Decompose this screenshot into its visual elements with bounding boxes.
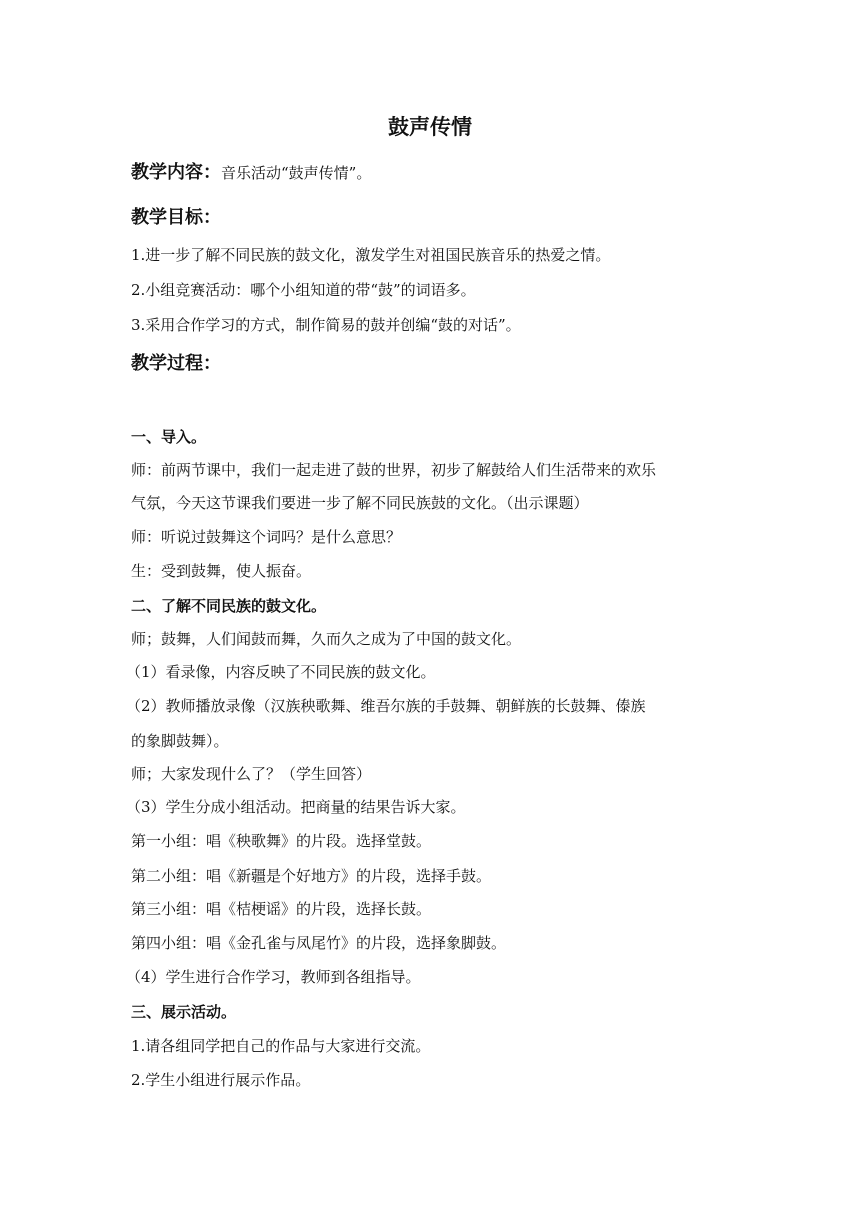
body-line: （1）看录像，内容反映了不同民族的鼓文化。: [126, 663, 436, 681]
body-line: 师：听说过鼓舞这个词吗？是什么意思？: [131, 528, 402, 546]
body-line: （2）教师播放录像（汉族秧歌舞、维吾尔族的手鼓舞、朝鲜族的长鼓舞、傣族: [126, 697, 646, 715]
content-row: [131, 160, 371, 186]
content-text: 音乐活动“鼓声传情”。: [221, 164, 372, 182]
goals-label: 教学目标：: [131, 207, 221, 228]
goal-item: 1.进一步了解不同民族的鼓文化，激发学生对祖国民族音乐的热爱之情。: [131, 246, 611, 264]
body-line: 的象脚鼓舞）。: [131, 732, 229, 750]
body-line: （4）学生进行合作学习，教师到各组指导。: [126, 968, 421, 986]
process-label: 教学过程：: [131, 353, 221, 374]
body-line: 第二小组：唱《新疆是个好地方》的片段，选择手鼓。: [131, 867, 492, 885]
goal-item: 3.采用合作学习的方式，制作简易的鼓并创编“鼓的对话”。: [131, 316, 521, 334]
section-2-title: 二、了解不同民族的鼓文化。: [131, 597, 327, 615]
section-3-title: 三、展示活动。: [131, 1003, 237, 1021]
body-line: 生：受到鼓舞，使人振奋。: [131, 562, 312, 580]
body-line: （3）学生分成小组活动。把商量的结果告诉大家。: [126, 798, 466, 816]
body-line: 第三小组：唱《桔梗谣》的片段，选择长鼓。: [131, 900, 432, 918]
body-line: 气氛，今天这节课我们要进一步了解不同民族鼓的文化。（出示课题）: [131, 494, 589, 512]
body-line: 师：前两节课中，我们一起走进了鼓的世界，初步了解鼓给人们生活带来的欢乐: [131, 461, 657, 479]
section-1-title: 一、导入。: [131, 428, 207, 446]
body-line: 第四小组：唱《金孔雀与凤尾竹》的片段，选择象脚鼓。: [131, 934, 507, 952]
body-line: 师；大家发现什么了？（学生回答）: [131, 765, 372, 783]
document-title: 鼓声传情: [388, 115, 472, 139]
body-line: 第一小组：唱《秧歌舞》的片段。选择堂鼓。: [131, 832, 432, 850]
body-line: 师；鼓舞，人们闻鼓而舞，久而久之成为了中国的鼓文化。: [131, 630, 522, 648]
body-line: 2.学生小组进行展示作品。: [131, 1071, 311, 1089]
content-label: 教学内容：: [131, 162, 221, 183]
body-line: 1.请各组同学把自己的作品与大家进行交流。: [131, 1037, 431, 1055]
goal-item: 2.小组竞赛活动：哪个小组知道的带“鼓”的词语多。: [131, 281, 476, 299]
